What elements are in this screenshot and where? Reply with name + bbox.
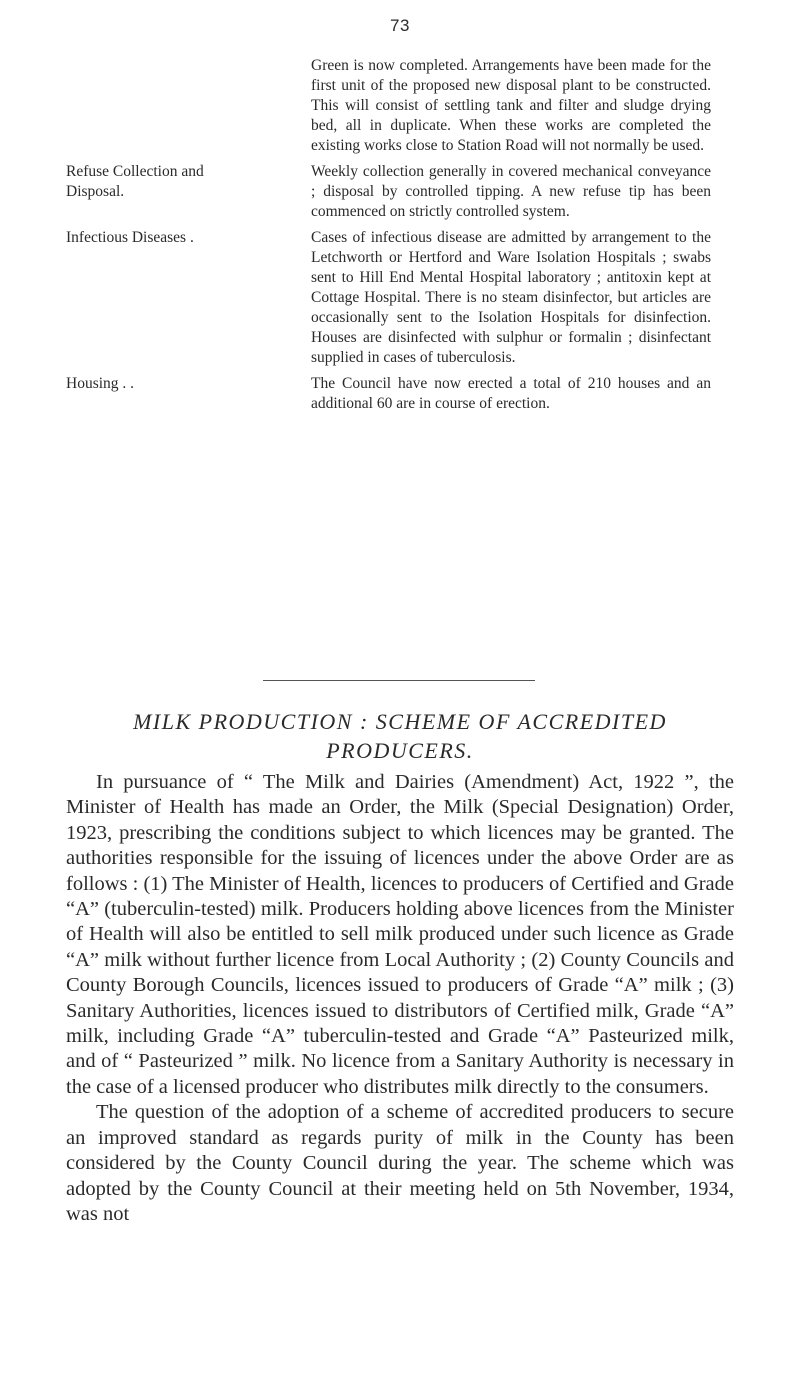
section-infectious-diseases (0, 228, 800, 368)
report-sections (0, 56, 800, 420)
milk-paragraph: The question of the adoption of a scheme of accredited producers to secure an improved standard as regards purity of milk in the County has been considered by the County Council during the year. The scheme which was adopted by the County Council at their meeting held on 5th November, 1934, was not (66, 1101, 734, 1225)
milk-section-body (66, 770, 734, 1227)
section-housing (0, 374, 800, 414)
section-body: The Council have now erected a total of 210 houses and an additional 60 are in course of erection. (311, 375, 711, 412)
section-label: Refuse Collection and Disposal. (66, 163, 204, 200)
section-refuse-collection (0, 162, 800, 222)
section-sewage-continued (0, 56, 800, 156)
milk-section-title: MILK PRODUCTION : SCHEME OF ACCREDITED PRODUCERS. (133, 709, 667, 763)
section-divider (263, 680, 535, 681)
section-body: Cases of infectious disease are admitted by arrangement to the Letchworth or Hertford and Ware Isolation Hospitals ; swabs sent to Hill End Mental Hospital laboratory ; antitoxin kept at Cottage Hospital. There is no steam disinfector, but articles are occasionally sent to the Isolation Hospitals for disinfection. Houses are disinfected with sulphur or formalin ; disinfectant supplied in cases of tuberculosis. (311, 229, 711, 366)
section-body: Green is now completed. Arrangements have been made for the first unit of the proposed new disposal plant to be constructed. This will consist of settling tank and filter and sludge drying bed, all in duplicate. When these works are completed the existing works close to Station Road will not normally be used. (311, 57, 711, 154)
section-label: Housing . . (66, 375, 135, 392)
milk-paragraph: In pursuance of “ The Milk and Dairies (Amendment) Act, 1922 ”, the Minister of Health has made an Order, the Milk (Special Designation) Order, 1923, prescribing the conditions subject to which licences may be granted. The authorities responsible for the issuing of licences under the above Order are as follows : (1) The Minister of Health, licences to producers of Certified and Grade “A” (tuberculin-tested) milk. Producers holding above licences from the Minister of Health will also be entitled to sell milk produced under such licence as Grade “A” milk without further licence from Local Authority ; (2) County Councils and County Borough Councils, licences issued to producers of Grade “A” milk ; (3) Sanitary Authorities, licences issued to distributors of Certified milk, Grade “A” milk, including Grade “A” tuberculin-tested and Grade “A” Pasteurized milk, and of “ Pasteurized ” milk. No licence from a Sanitary Authority is necessary in the case of a licensed producer who distributes milk directly to the consumers. (66, 771, 734, 1098)
section-label: Infectious Diseases . (66, 229, 194, 246)
page-number: 73 (390, 16, 410, 35)
section-body: Weekly collection generally in covered mechanical conveyance ; disposal by controlled tipping. A new refuse tip has been commenced on strictly controlled system. (311, 163, 711, 220)
